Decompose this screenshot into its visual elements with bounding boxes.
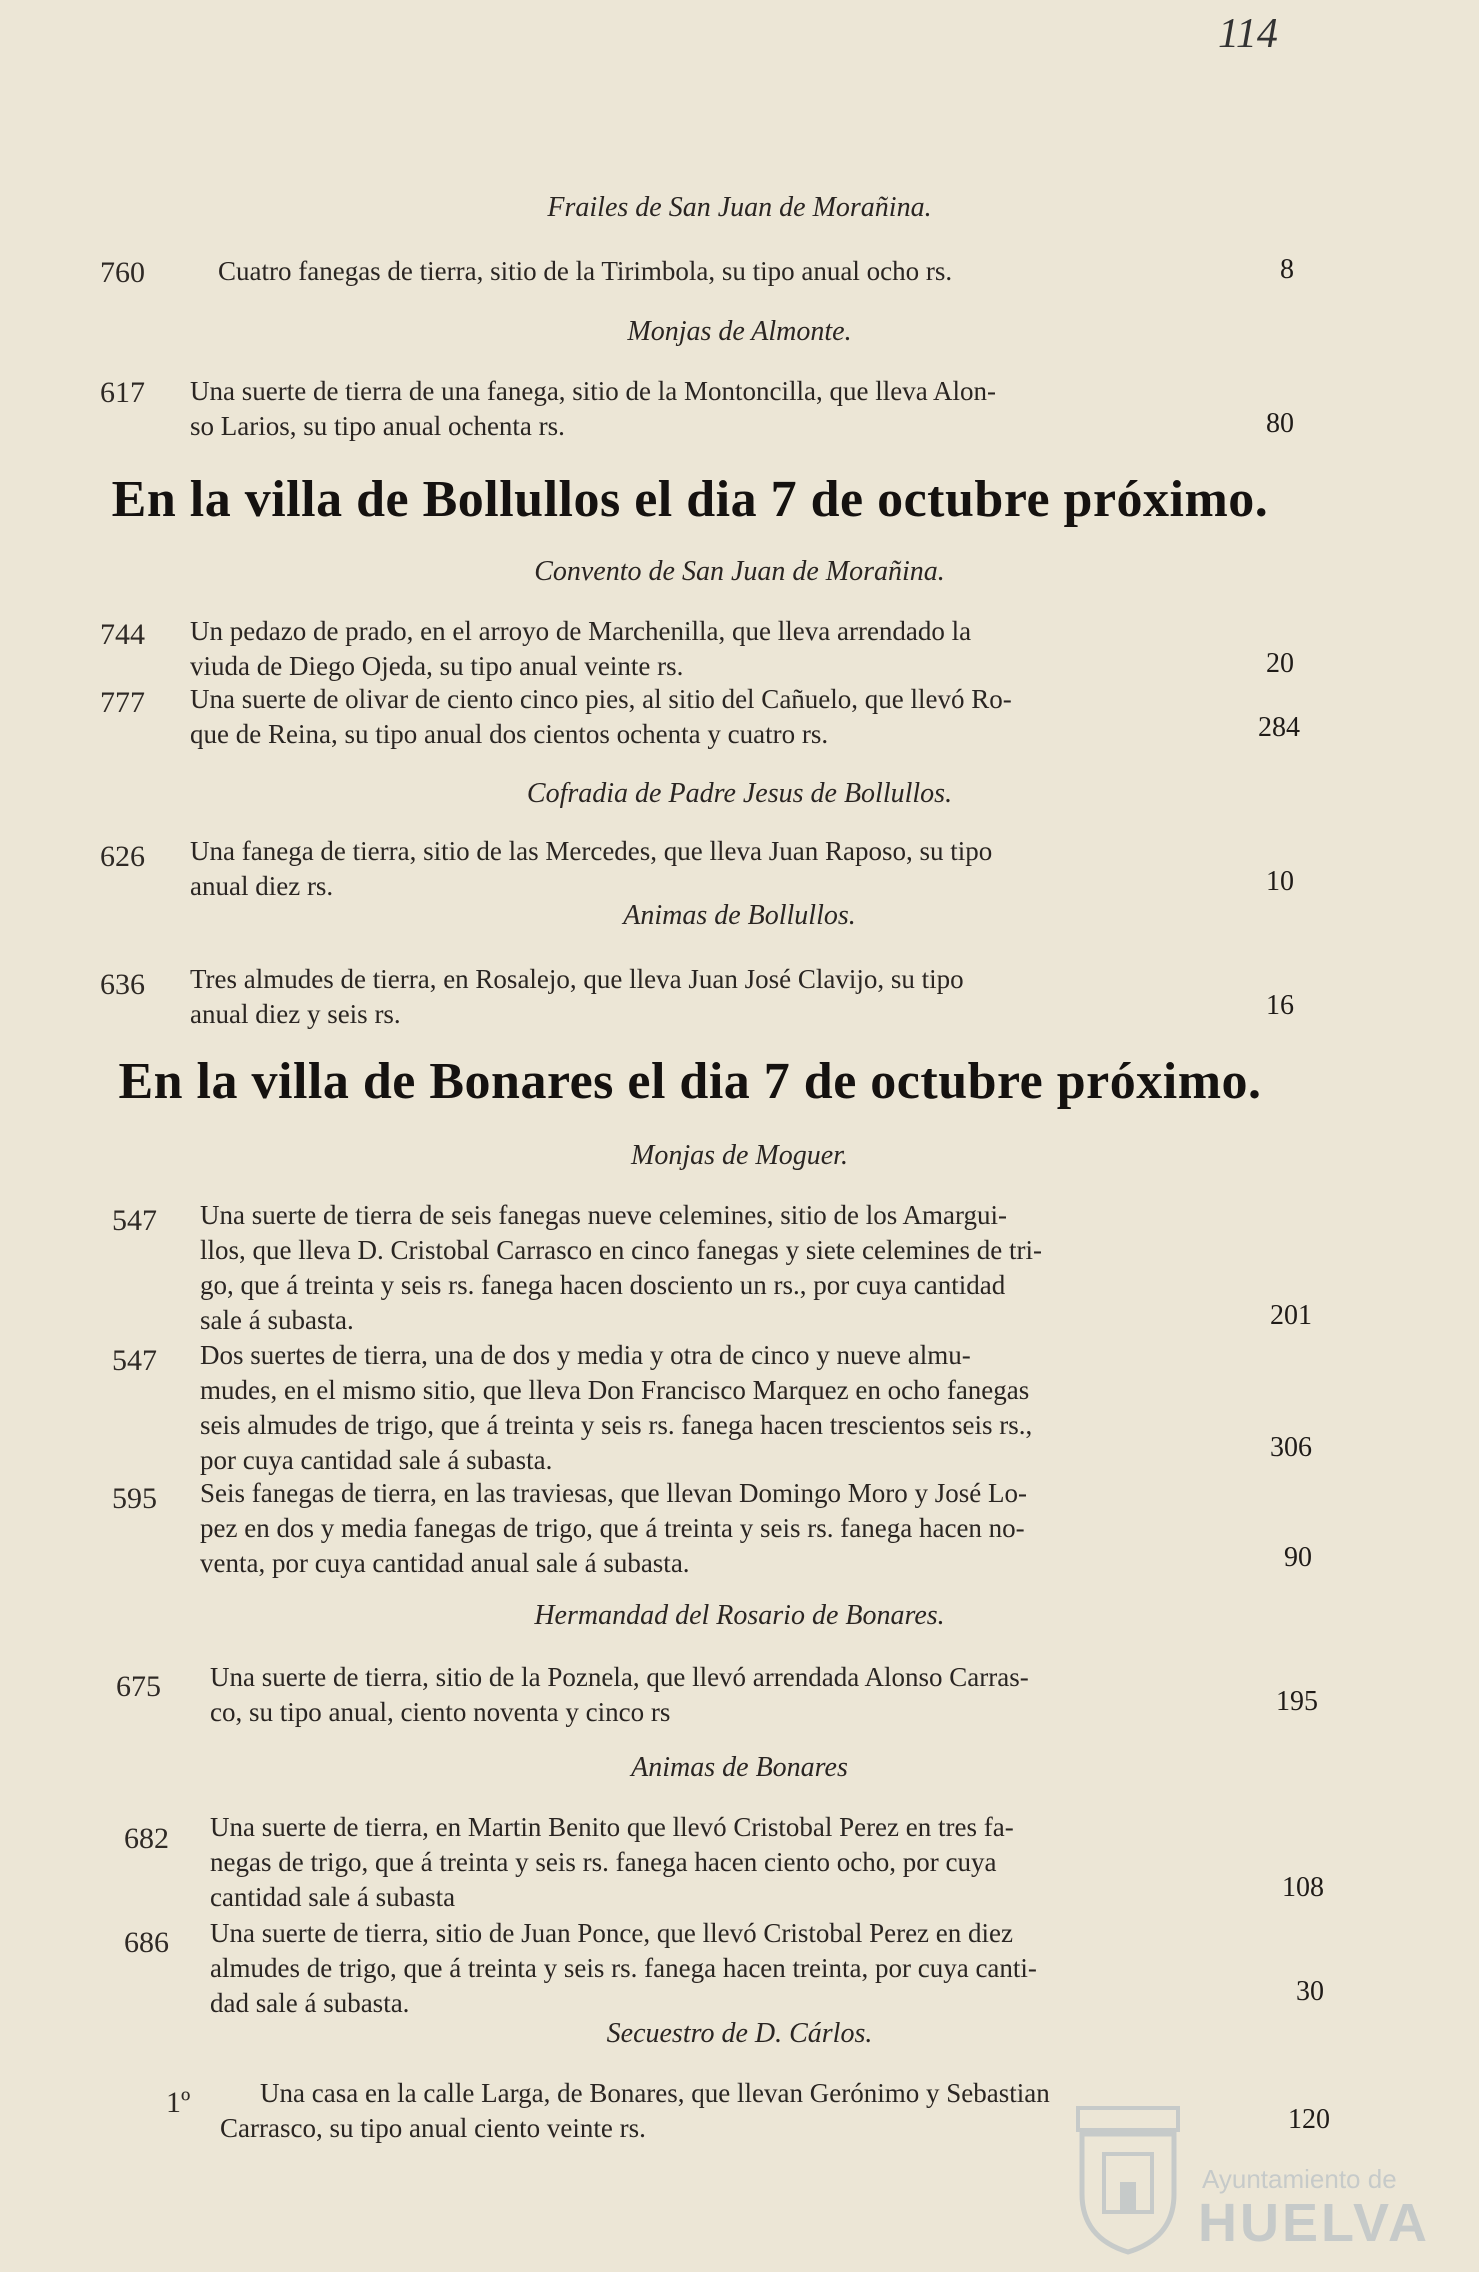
- entry-number: 777: [100, 686, 145, 719]
- entry-line: Una suerte de tierra, en Martin Benito que llevó Cristobal Perez en tres fa-: [210, 1812, 1014, 1842]
- entry-line: por cuya cantidad sale á subasta.: [200, 1445, 553, 1475]
- watermark-logo: [1068, 2098, 1430, 2258]
- entry-number: 744: [100, 618, 145, 651]
- entry-amount: 8: [1280, 254, 1294, 285]
- town-title: En la villa de Bollullos el dia 7 de octubre próximo.: [111, 471, 1269, 528]
- section-heading: Animas de Bollullos.: [623, 900, 856, 931]
- entry-text: [190, 374, 1190, 444]
- entry-line: Carrasco, su tipo anual ciento veinte rs.: [220, 2113, 646, 2143]
- entry-number: 547: [112, 1344, 157, 1377]
- entry-number: 1º: [166, 2086, 191, 2119]
- section-heading: Animas de Bonares: [631, 1752, 848, 1783]
- entry-line: Una suerte de tierra, sitio de la Poznela, que llevó arrendada Alonso Carras-: [210, 1662, 1029, 1692]
- entry-text: [190, 834, 1195, 904]
- entry-amount: 284: [1258, 712, 1300, 743]
- entry-text: [200, 1198, 1210, 1338]
- entry-number: 675: [116, 1670, 161, 1703]
- section-heading: Cofradia de Padre Jesus de Bollullos.: [526, 778, 953, 809]
- entry-line: Tres almudes de tierra, en Rosalejo, que lleva Juan José Clavijo, su tipo: [190, 964, 964, 994]
- entry-amount: 10: [1266, 866, 1294, 897]
- coat-of-arms-icon: [1068, 2098, 1188, 2258]
- entry-amount: 201: [1270, 1300, 1312, 1331]
- entry-line: viuda de Diego Ojeda, su tipo anual veinte rs.: [190, 651, 684, 681]
- entry-number: 617: [100, 376, 145, 409]
- entry-line: Cuatro fanegas de tierra, sitio de la Tirimbola, su tipo anual ocho rs.: [218, 256, 953, 286]
- entry-line: pez en dos y media fanegas de trigo, que á treinta y seis rs. fanega hacen no-: [200, 1513, 1025, 1543]
- entry-text: [210, 1660, 1220, 1730]
- section-heading: Convento de San Juan de Morañina.: [534, 556, 945, 587]
- entry-line: Una suerte de tierra, sitio de Juan Ponce, que llevó Cristobal Perez en diez: [210, 1918, 1013, 1948]
- entry-text: [190, 682, 1195, 752]
- watermark-line-2: HUELVA: [1198, 2193, 1430, 2253]
- entry-amount: 195: [1276, 1686, 1318, 1717]
- page-number: 114: [1218, 11, 1278, 57]
- section-heading: Monjas de Moguer.: [631, 1140, 848, 1171]
- entry-number: 682: [124, 1822, 169, 1855]
- entry-line: Seis fanegas de tierra, en las traviesas, que llevan Domingo Moro y José Lo-: [200, 1478, 1028, 1508]
- entry-amount: 108: [1282, 1872, 1324, 1903]
- entry-line: Dos suertes de tierra, una de dos y media y otra de cinco y nueve almu-: [200, 1340, 971, 1370]
- entry-line: llos, que lleva D. Cristobal Carrasco en cinco fanegas y siete celemines de tri-: [200, 1235, 1042, 1265]
- entry-number: 760: [100, 256, 145, 289]
- entry-amount: 90: [1284, 1542, 1312, 1573]
- entry-text: [190, 614, 1195, 684]
- section-heading: Secuestro de D. Cárlos.: [606, 2018, 873, 2049]
- entry-line: que de Reina, su tipo anual dos cientos ochenta y cuatro rs.: [190, 719, 829, 749]
- section-heading: Frailes de San Juan de Morañina.: [547, 192, 932, 223]
- entry-number: 626: [100, 840, 145, 873]
- town-title: En la villa de Bonares el dia 7 de octubre próximo.: [118, 1053, 1262, 1110]
- watermark-line-1: Ayuntamiento de: [1202, 2164, 1397, 2194]
- entry-line: co, su tipo anual, ciento noventa y cinco rs: [210, 1697, 671, 1727]
- entry-line: Una fanega de tierra, sitio de las Mercedes, que lleva Juan Raposo, su tipo: [190, 836, 993, 866]
- entry-line: Un pedazo de prado, en el arroyo de Marchenilla, que lleva arrendado la: [190, 616, 972, 646]
- entry-line: Una suerte de tierra de seis fanegas nueve celemines, sitio de los Amargui-: [200, 1200, 1007, 1230]
- entry-text: [210, 1916, 1222, 2021]
- entry-amount: 120: [1288, 2104, 1330, 2135]
- entry-line: cantidad sale á subasta: [210, 1882, 456, 1912]
- entry-line: venta, por cuya cantidad anual sale á subasta.: [200, 1548, 690, 1578]
- entry-number: 595: [112, 1482, 157, 1515]
- entry-line: almudes de trigo, que á treinta y seis rs. fanega hacen treinta, por cuya canti-: [210, 1953, 1037, 1983]
- section-heading: Monjas de Almonte.: [627, 316, 852, 347]
- entry-line: dad sale á subasta.: [210, 1988, 410, 2018]
- entry-line: mudes, en el mismo sitio, que lleva Don Francisco Marquez en ocho fanegas: [200, 1375, 1030, 1405]
- entry-line: Una suerte de olivar de ciento cinco pies, al sitio del Cañuelo, que llevó Ro-: [190, 684, 1012, 714]
- section-heading: Hermandad del Rosario de Bonares.: [534, 1600, 945, 1631]
- entry-line: anual diez rs.: [190, 871, 334, 901]
- entry-amount: 20: [1266, 648, 1294, 679]
- entry-number: 547: [112, 1204, 157, 1237]
- entry-line: sale á subasta.: [200, 1305, 354, 1335]
- entry-line: so Larios, su tipo anual ochenta rs.: [190, 411, 565, 441]
- entry-text: [200, 1476, 1210, 1581]
- entry-amount: 306: [1270, 1432, 1312, 1463]
- entry-number: 636: [100, 968, 145, 1001]
- entry-text: [200, 1338, 1210, 1478]
- entry-amount: 30: [1296, 1976, 1324, 2007]
- entry-text: [218, 254, 1208, 289]
- entry-text: [190, 962, 1195, 1032]
- entry-line: negas de trigo, que á treinta y seis rs. fanega hacen ciento ocho, por cuya: [210, 1847, 997, 1877]
- entry-line: seis almudes de trigo, que á treinta y seis rs. fanega hacen trescientos seis rs.,: [200, 1410, 1033, 1440]
- entry-number: 686: [124, 1926, 169, 1959]
- entry-line: anual diez y seis rs.: [190, 999, 401, 1029]
- entry-amount: 16: [1266, 990, 1294, 1021]
- entry-line: go, que á treinta y seis rs. fanega hacen dosciento un rs., por cuya cantidad: [200, 1270, 1006, 1300]
- entry-text: [210, 1810, 1222, 1915]
- entry-line: Una suerte de tierra de una fanega, sitio de la Montoncilla, que lleva Alon-: [190, 376, 996, 406]
- entry-line: Una casa en la calle Larga, de Bonares, que llevan Gerónimo y Sebastian: [260, 2078, 1050, 2108]
- entry-amount: 80: [1266, 408, 1294, 439]
